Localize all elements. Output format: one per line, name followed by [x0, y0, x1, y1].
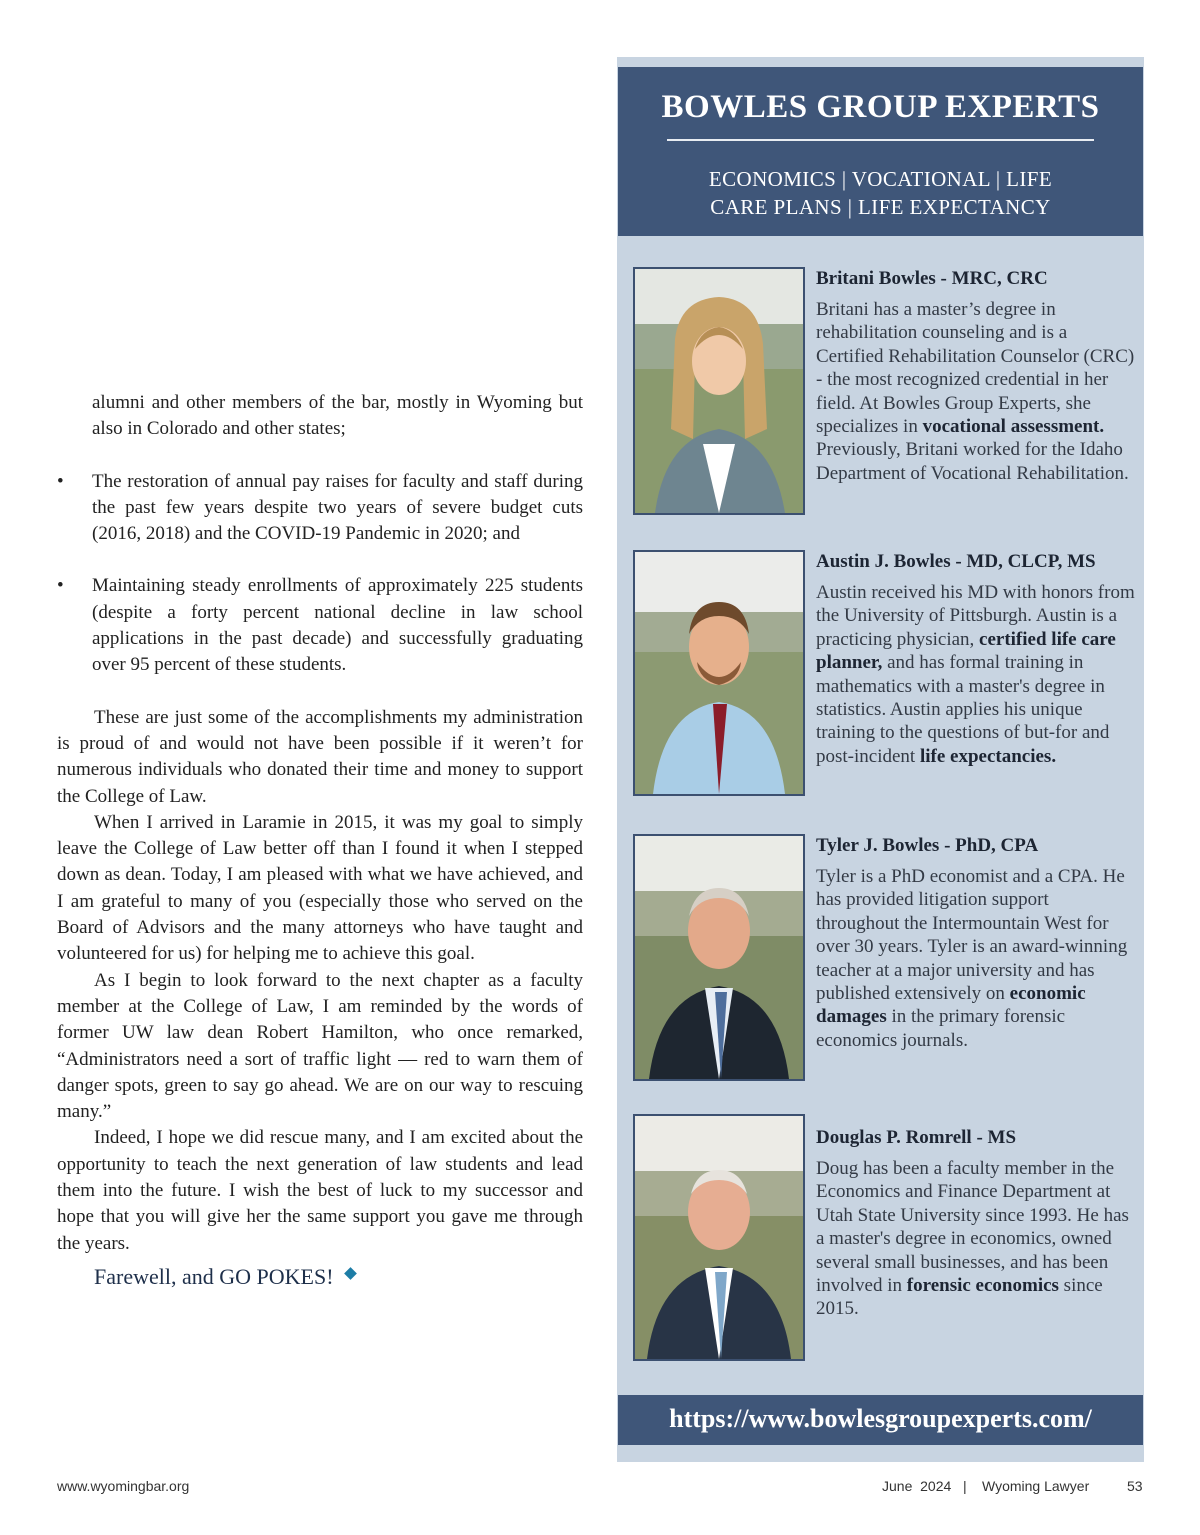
article-paragraph: These are just some of the accomplishments my administration is proud of and would not have been possible if it weren’t for numerous individuals who donated their time and money to support the College of Law. [57, 706, 583, 807]
accomplishment-list [57, 469, 583, 679]
portrait-man-dark-suit-photo [633, 834, 805, 1081]
ad-header [618, 67, 1143, 236]
farewell-text: Farewell, and GO POKES! [94, 1263, 334, 1289]
portrait-man-light-shirt-photo [633, 550, 805, 796]
farewell-line [94, 1263, 583, 1291]
portrait-man-navy-suit-photo [633, 1114, 805, 1361]
expert-bio [816, 834, 1136, 1052]
footer-site[interactable]: www.wyomingbar.org [57, 1478, 190, 1494]
article-paragraph: alumni and other members of the bar, mostly in Wyoming but also in Colorado and other states; [92, 392, 583, 440]
ad-title: BOWLES GROUP EXPERTS [661, 89, 1100, 125]
footer-date: June 2024 [882, 1478, 952, 1494]
portrait-woman-photo [633, 267, 805, 515]
footer-publication: Wyoming Lawyer [982, 1478, 1090, 1494]
bowles-group-advertisement [617, 57, 1144, 1462]
article-paragraph: When I arrived in Laramie in 2015, it was my goal to simply leave the College of Law better off than I found it when I stepped down as dean. Today, I am pleased with what we have achieved, and I am grateful to many of you (especially those who served on the Board of Advisors and the many attorneys who have taught and volunteered for us) for helping me to achieve this goal. [57, 811, 583, 965]
footer-separator: | [963, 1478, 967, 1494]
bullet-icon: • [57, 470, 64, 492]
expert-name: Tyler J. Bowles - PhD, CPA [816, 835, 1039, 856]
article-paragraph: As I begin to look forward to the next chapter as a faculty member at the College of Law, I am reminded by the words of former UW law dean Robert Hamilton, who once remarked, “Administrators need a sort of traffic light — red to warn them of danger spots, green to say go ahead. We are on our way to rescuing many.” [57, 969, 583, 1123]
article-column [57, 390, 583, 1291]
list-item: • The restoration of annual pay raises for faculty and staff during the past few years despite two years of severe budget cuts (2016, 2018) and the COVID-19 Pandemic in 2020; and [57, 470, 583, 545]
ad-divider [667, 139, 1094, 141]
article-paragraph: Indeed, I hope we did rescue many, and I am excited about the opportunity to teach the next generation of law students and lead them into the future. I wish the best of luck to my successor and hope that you will give her the same support you gave me through the years. [57, 1127, 583, 1254]
expert-description: Doug has been a faculty member in the Economics and Finance Department at Utah State University since 1993. He has a master's degree in economics, owned several small businesses, and has been involved in forensic economics since 2015. [816, 1158, 1129, 1320]
bullet-icon: • [57, 575, 64, 597]
list-item: • Maintaining steady enrollments of approximately 225 students (despite a forty percent national decline in law school applications in the past decade) and successfully graduating over 95 percent of these students. [57, 575, 583, 676]
website-link[interactable]: https://www.bowlesgroupexperts.com/ [618, 1395, 1143, 1445]
expert-description: Austin received his MD with honors from the University of Pittsburgh. Austin is a practicing physician, certified life care planner, and has formal training in mathematics with a master's degree in statistics. Austin applies his unique training to the questions of but-for and post-incident life expectancies. [816, 582, 1135, 767]
expert-bio [816, 1126, 1136, 1321]
expert-description: Tyler is a PhD economist and a CPA. He has provided litigation support throughout the Intermountain West for over 30 years. Tyler is an award-winning teacher at a major university and has published extensively on economic damages in the primary forensic economics journals. [816, 866, 1128, 1051]
expert-bio [816, 267, 1136, 485]
expert-bio [816, 550, 1136, 768]
expert-description: Britani has a master’s degree in rehabilitation counseling and is a Certified Rehabilitation Counselor (CRC) - the most recognized credential in her field. At Bowles Group Experts, she specializes in vocational assessment. Previously, Britani worked for the Idaho Department of Vocational Rehabilitation. [816, 299, 1135, 484]
page-number: 53 [1127, 1478, 1143, 1494]
expert-name: Britani Bowles - MRC, CRC [816, 268, 1048, 289]
end-mark-diamond-icon [344, 1268, 357, 1281]
ad-subtitle: ECONOMICS | VOCATIONAL | LIFE CARE PLANS | LIFE EXPECTANCY [708, 167, 1053, 219]
expert-name: Douglas P. Romrell - MS [816, 1127, 1017, 1148]
expert-name: Austin J. Bowles - MD, CLCP, MS [816, 551, 1096, 572]
